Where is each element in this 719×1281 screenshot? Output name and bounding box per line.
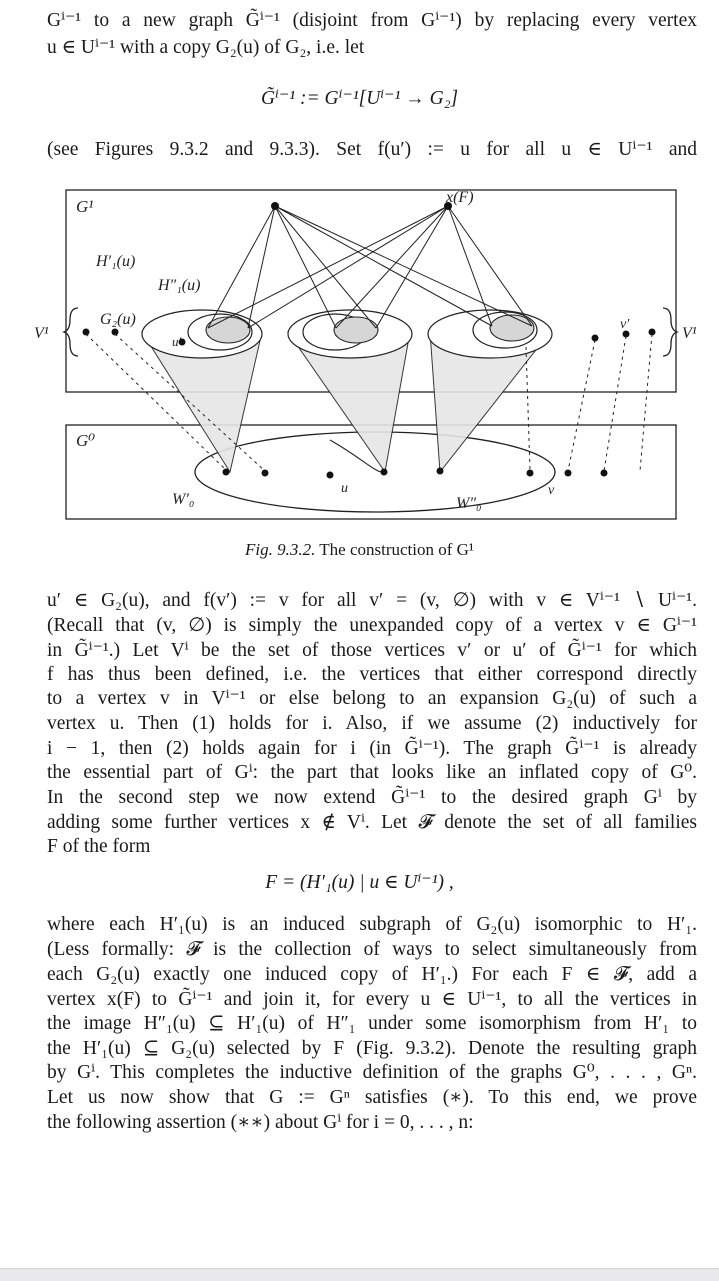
equation-expansion: G̃ⁱ⁻¹ := Gⁱ⁻¹[Uⁱ⁻¹ → G₂] (260, 88, 459, 109)
label-vprime: v′ (620, 317, 630, 332)
text-line: (Recall that (v, ∅) is simply the unexpanded copy of a vertex v ∈ Gⁱ⁻¹ (47, 615, 697, 636)
text-line: Gⁱ⁻¹ to a new graph G̃ⁱ⁻¹ (disjoint from Gⁱ⁻¹) by replacing every vertex (47, 10, 697, 31)
text-line: (Less formally: 𝓕 is the collection of ways to select simultaneously from (47, 939, 697, 960)
label-w0p: W′₀ (172, 491, 195, 508)
text-line: i − 1, then (2) holds again for i (in G̃ⁱ⁻¹). The graph G̃ⁱ⁻¹ is already (47, 738, 697, 759)
text-line: by Gⁱ. This completes the inductive definition of the graphs G⁰, . . . , Gⁿ. (47, 1062, 697, 1083)
caption-number: Fig. 9.3.2. (244, 540, 316, 559)
label-h1pp: H″₁(u) (158, 277, 201, 294)
equation-family: F = (H′₁(u) | u ∈ Uⁱ⁻¹) , (265, 872, 454, 893)
text-line: In the second step we now extend G̃ⁱ⁻¹ to the desired graph Gⁱ by (47, 787, 697, 808)
text-line: F of the form (47, 836, 151, 857)
text-line: the following assertion (∗∗) about Gⁱ for i = 0, . . . , n: (47, 1112, 474, 1133)
label-h1u: H′₁(u) (96, 253, 136, 270)
text-line: Let us now show that G := Gⁿ satisfies (∗). To this end, we prove (47, 1087, 697, 1108)
text-line: u′ ∈ G₂(u), and f(v′) := v for all v′ = (v, ∅) with v ∈ Vⁱ⁻¹ ∖ Uⁱ⁻¹. (47, 590, 697, 611)
label-g2u: G₂(u) (100, 311, 136, 328)
label-v: v (548, 483, 555, 498)
label-v1-right: V¹ (682, 325, 697, 342)
text-line: in G̃ⁱ⁻¹.) Let Vⁱ be the set of those vertices v′ or u′ of G̃ⁱ⁻¹ for which (47, 640, 697, 661)
figure-caption (0, 540, 719, 560)
text-line: where each H′₁(u) is an induced subgraph of G₂(u) isomorphic to H′₁. (47, 914, 697, 935)
label-w0pp: W″₀ (456, 495, 482, 512)
viewer-bottom-bar (0, 1268, 719, 1281)
text-line: the image H″₁(u) ⊆ H′₁(u) of H″₁ under some isomorphism from H′₁ to (47, 1013, 697, 1034)
text-line: u ∈ Uⁱ⁻¹ with a copy G₂(u) of G₂, i.e. let (47, 37, 365, 58)
label-g0: G⁰ (76, 431, 96, 450)
text-line: vertex u. Then (1) holds for i. Also, if we assume (2) inductively for (47, 713, 697, 734)
label-g1: G¹ (76, 197, 94, 216)
vertex-x (271, 202, 279, 210)
text-line: f has thus been defined, i.e. the vertices that either correspond directly (47, 664, 697, 685)
text-line: vertex x(F) to G̃ⁱ⁻¹ and join it, for every u ∈ Uⁱ⁻¹, to all the vertices in (47, 989, 697, 1010)
text-line: the essential part of Gⁱ: the part that looks like an inflated copy of G⁰. (47, 762, 697, 783)
text-line: adding some further vertices x ∉ Vⁱ. Let 𝓕 denote the set of all families (47, 812, 697, 833)
label-v1-left: V¹ (34, 325, 49, 342)
text-line: to a vertex v in Vⁱ⁻¹ or else belong to an expansion G₂(u) of such a (47, 688, 697, 709)
g0-vertices (223, 468, 608, 479)
text-line: the H′₁(u) ⊆ G₂(u) selected by F (Fig. 9.3.2). Denote the resulting graph (47, 1038, 697, 1059)
figure-construction-g1 (30, 182, 697, 532)
label-xf: x(F) (446, 189, 474, 206)
brace-right (663, 308, 677, 356)
label-u: u (341, 481, 348, 496)
text-line: each G₂(u) exactly one induced copy of H′₁.) For each F ∈ 𝓕, add a (47, 964, 697, 985)
caption-text: The construction of G¹ (315, 540, 475, 559)
text-line: (see Figures 9.3.2 and 9.3.3). Set f(u′) := u for all u ∈ Uⁱ⁻¹ and (47, 139, 697, 160)
label-uprime: u′ (172, 334, 182, 349)
